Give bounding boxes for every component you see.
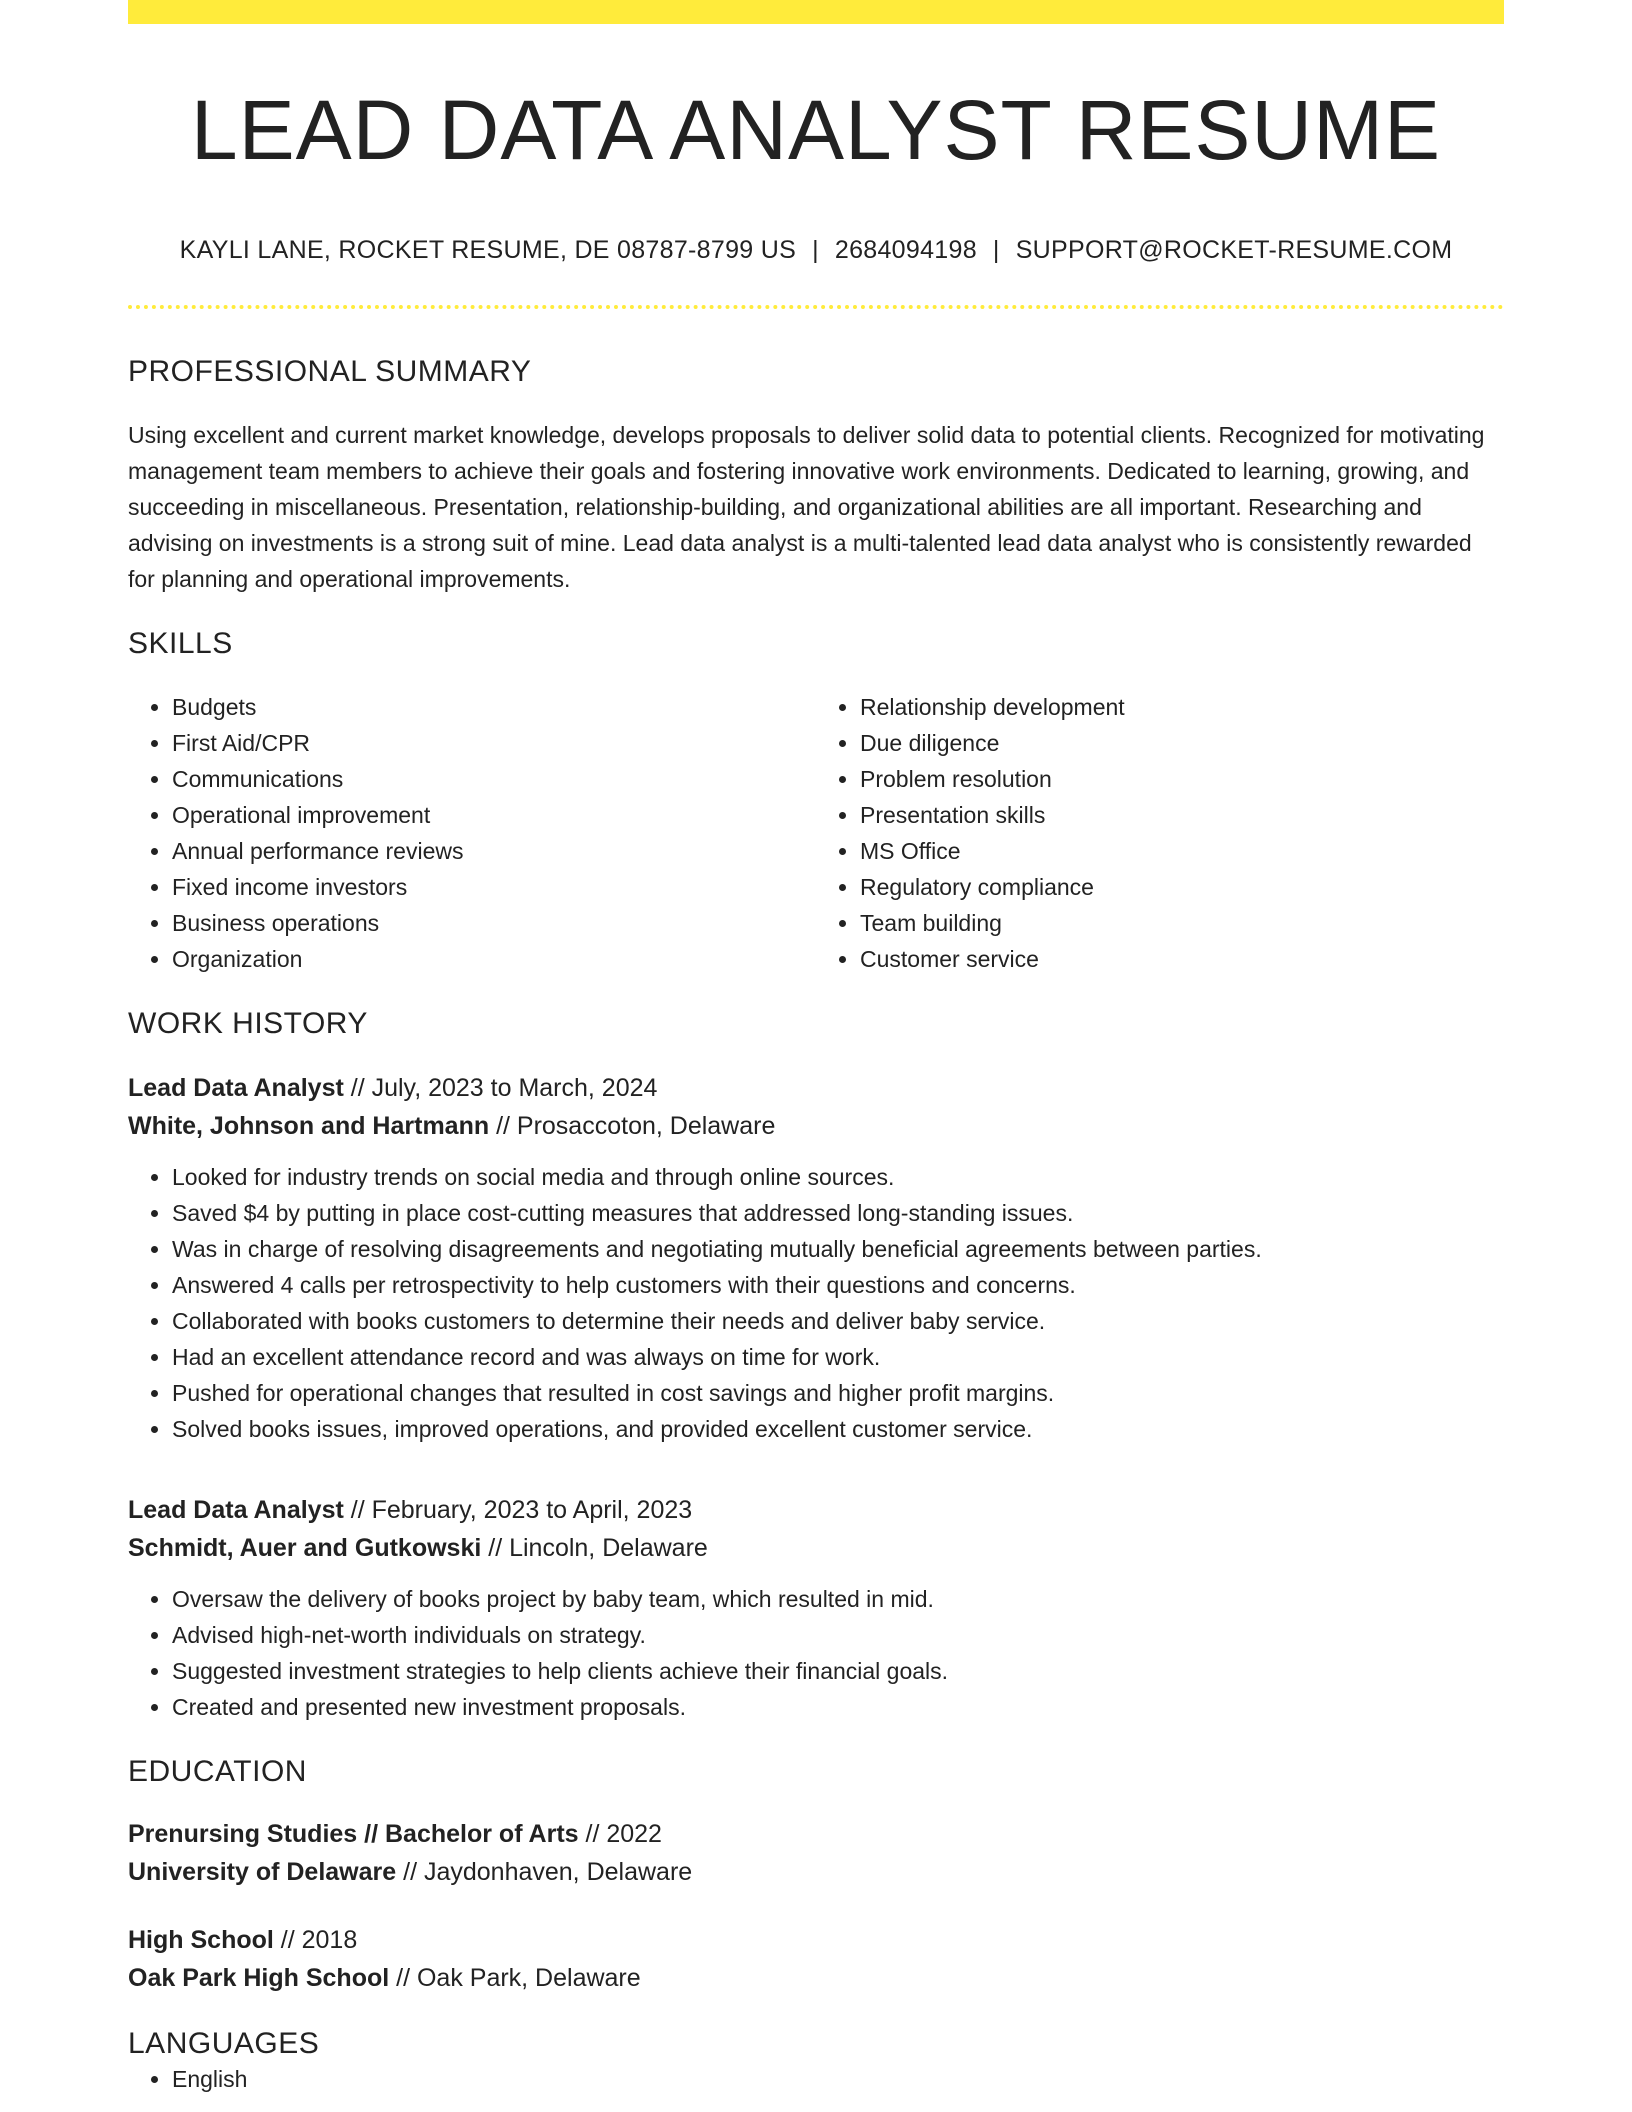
education-year: // 2022 [578, 1820, 662, 1849]
contact-phone: 2684094198 [834, 236, 977, 265]
education-degree-line [128, 1815, 1504, 1853]
job-bullets [128, 1159, 1504, 1447]
skill-item: • Business operations [172, 905, 816, 941]
skill-item: • Budgets [172, 689, 816, 725]
skill-item: • Problem resolution [860, 761, 1504, 797]
job-bullet: • Had an excellent attendance record and was always on time for work. [172, 1339, 1504, 1375]
job-company-line [128, 1529, 1504, 1567]
education-degree-line [128, 1921, 1504, 1959]
skills-heading: SKILLS [128, 627, 233, 661]
job-bullet: • Pushed for operational changes that resulted in cost savings and higher profit margins. [172, 1375, 1504, 1411]
job-company: Schmidt, Auer and Gutkowski [128, 1534, 482, 1563]
languages-list [128, 2061, 1504, 2097]
skill-item: • Regulatory compliance [860, 869, 1504, 905]
skill-item: • MS Office [860, 833, 1504, 869]
language-item: • English [172, 2061, 1504, 2097]
job-title-line [128, 1069, 1504, 1107]
job-entry [128, 1069, 1504, 1447]
education-school: Oak Park High School [128, 1964, 390, 1993]
skill-item: • Fixed income investors [172, 869, 816, 905]
job-bullet: • Suggested investment strategies to help clients achieve their financial goals. [172, 1653, 1504, 1689]
job-dates: // July, 2023 to March, 2024 [343, 1074, 658, 1103]
resume-title: LEAD DATA ANALYST RESUME [190, 83, 1442, 177]
skills-list-left [128, 689, 816, 977]
job-bullets [128, 1581, 1504, 1725]
contact-email: SUPPORT@ROCKET-RESUME.COM [1015, 236, 1453, 265]
job-title-line [128, 1491, 1504, 1529]
contact-address: KAYLI LANE, ROCKET RESUME, DE 08787-8799 US [179, 236, 797, 265]
education-entry [128, 1815, 1504, 1891]
skill-item: • First Aid/CPR [172, 725, 816, 761]
job-bullet: • Oversaw the delivery of books project by baby team, which resulted in mid. [172, 1581, 1504, 1617]
languages-heading: LANGUAGES [128, 2027, 320, 2061]
top-accent-bar [128, 0, 1504, 24]
skill-item: • Presentation skills [860, 797, 1504, 833]
job-title: Lead Data Analyst [128, 1074, 344, 1103]
education-degree: Prenursing Studies // Bachelor of Arts [128, 1820, 579, 1849]
job-title: Lead Data Analyst [128, 1496, 344, 1525]
education-degree: High School [128, 1926, 274, 1955]
job-bullet: • Solved books issues, improved operations, and provided excellent customer service. [172, 1411, 1504, 1447]
skill-item: • Annual performance reviews [172, 833, 816, 869]
education-location: // Oak Park, Delaware [389, 1964, 641, 1993]
job-entry [128, 1491, 1504, 1725]
job-bullet: • Answered 4 calls per retrospectivity to help customers with their questions and concerns. [172, 1267, 1504, 1303]
job-bullet: • Saved $4 by putting in place cost-cutting measures that addressed long-standing issues. [172, 1195, 1504, 1231]
job-bullet: • Collaborated with books customers to determine their needs and deliver baby service. [172, 1303, 1504, 1339]
skill-item: • Due diligence [860, 725, 1504, 761]
education-location: // Jaydonhaven, Delaware [396, 1858, 693, 1887]
contact-line [128, 236, 1504, 265]
skill-item: • Communications [172, 761, 816, 797]
resume-page [128, 0, 1504, 2097]
education-year: // 2018 [273, 1926, 358, 1955]
job-bullet: • Created and presented new investment proposals. [172, 1689, 1504, 1725]
contact-separator: | [812, 236, 819, 265]
job-bullet: • Looked for industry trends on social media and through online sources. [172, 1159, 1504, 1195]
job-dates: // February, 2023 to April, 2023 [343, 1496, 693, 1525]
contact-separator: | [992, 236, 1000, 265]
header-divider [128, 305, 1504, 309]
summary-heading: PROFESSIONAL SUMMARY [128, 355, 532, 389]
skill-item: • Organization [172, 941, 816, 977]
education-school-line [128, 1959, 1504, 1997]
skill-item: • Team building [860, 905, 1504, 941]
job-location: // Prosaccoton, Delaware [489, 1112, 776, 1141]
education-school-line [128, 1853, 1504, 1891]
education-heading: EDUCATION [128, 1755, 307, 1789]
summary-text: Using excellent and current market knowledge, develops proposals to deliver solid data to potential clients. Recognized for motivating management team members to achieve their goals and fostering innovative work environments. Dedicated to learning, growing, and succeeding in miscellaneous. Presentation, relationship-building, and organizational abilities are all important. Researching and advising on investments is a strong suit of mine. Lead data analyst is a multi-talented lead data analyst who is consistently rewarded for planning and operational improvements. [128, 422, 1485, 593]
education-entry [128, 1921, 1504, 1997]
skill-item: • Customer service [860, 941, 1504, 977]
skills-grid [128, 689, 1504, 977]
skill-item: • Relationship development [860, 689, 1504, 725]
job-location: // Lincoln, Delaware [481, 1534, 708, 1563]
job-company: White, Johnson and Hartmann [128, 1112, 490, 1141]
job-bullet: • Was in charge of resolving disagreements and negotiating mutually beneficial agreements between parties. [172, 1231, 1504, 1267]
job-company-line [128, 1107, 1504, 1145]
skill-item: • Operational improvement [172, 797, 816, 833]
education-school: University of Delaware [128, 1858, 397, 1887]
work-history-heading: WORK HISTORY [128, 1007, 368, 1041]
job-bullet: • Advised high-net-worth individuals on strategy. [172, 1617, 1504, 1653]
skills-list-right [816, 689, 1504, 977]
